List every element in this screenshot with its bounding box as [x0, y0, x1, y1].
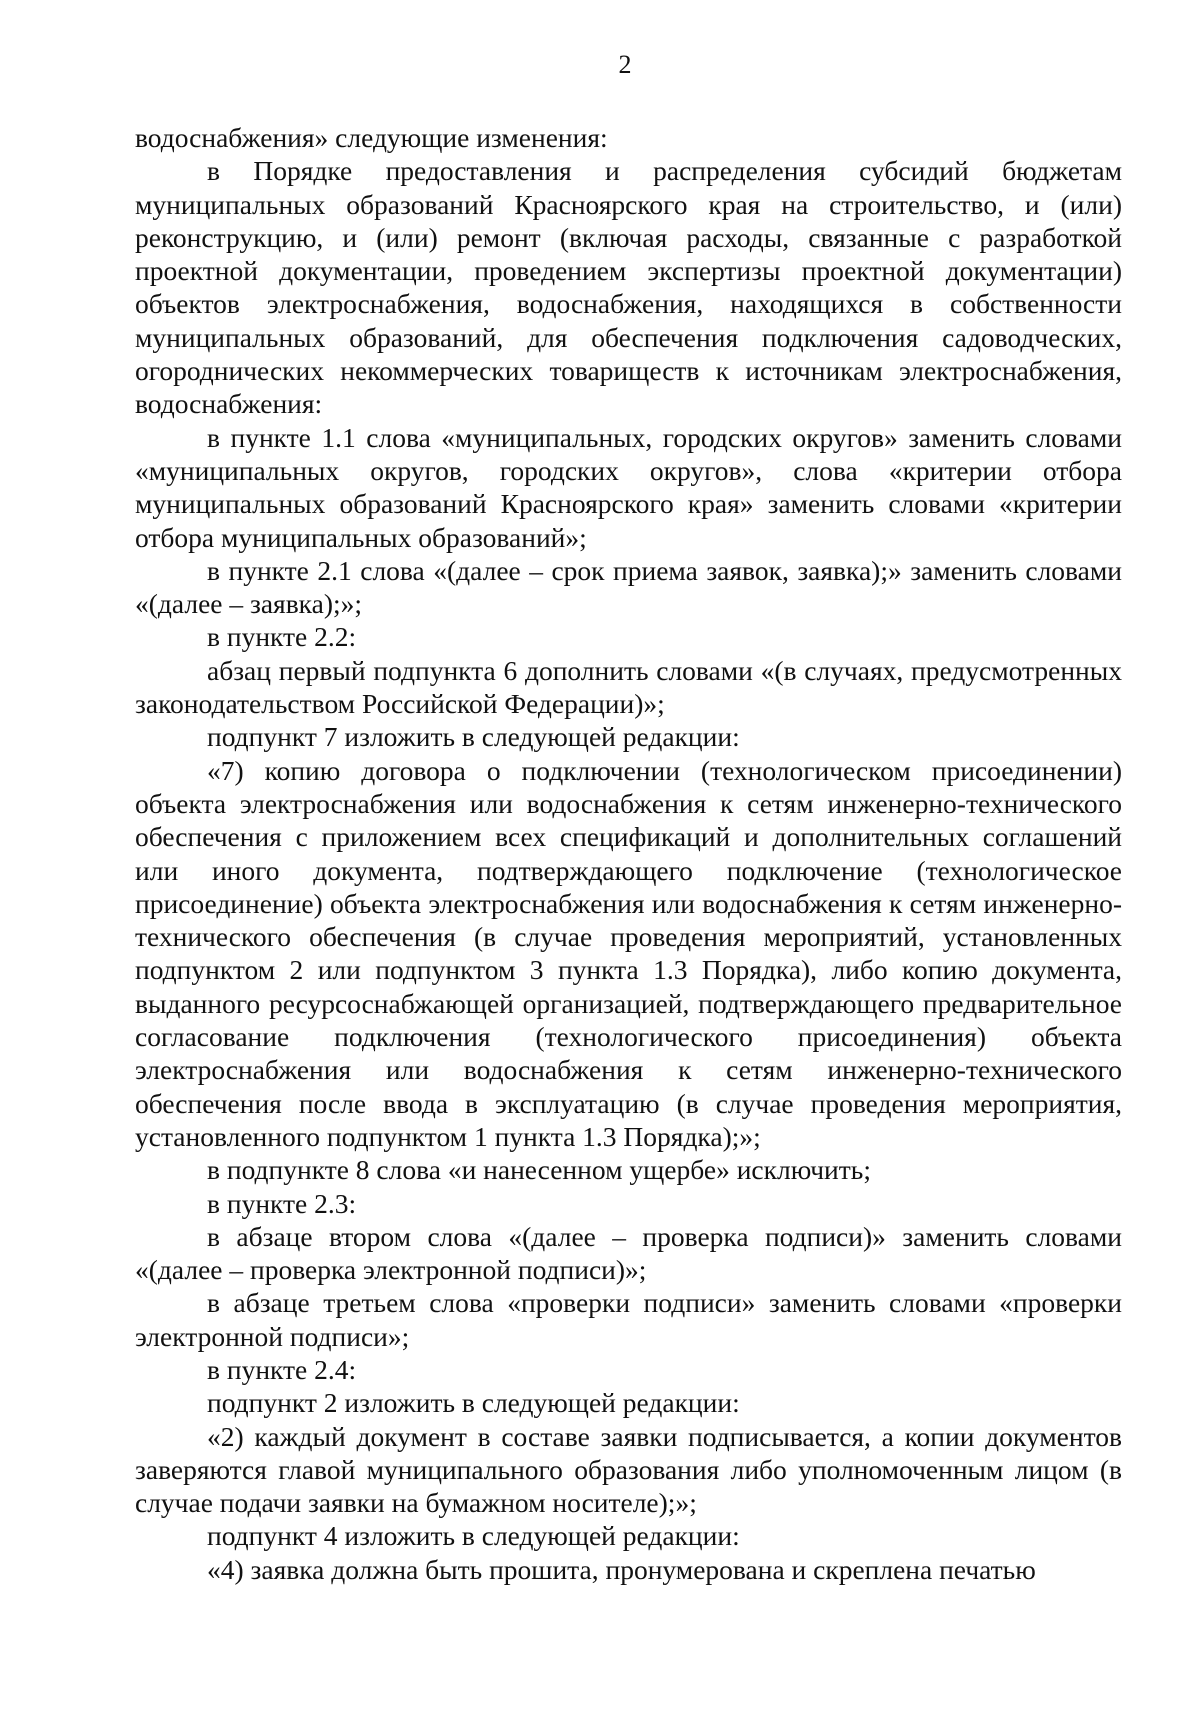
paragraph: водоснабжения» следующие изменения:: [135, 122, 608, 153]
paragraph: в пункте 2.4:: [207, 1353, 357, 1385]
paragraph: подпункт 2 изложить в следующей редакции:: [207, 1387, 740, 1419]
paragraph: подпункт 7 изложить в следующей редакции:: [207, 721, 740, 753]
paragraph: в абзаце втором слова «(далее – проверка подписи)» заменить словами «(далее – проверка электронной подписи)»;: [135, 1220, 1122, 1286]
paragraph: в пункте 2.1 слова «(далее – срок приема заявок, заявка);» заменить словами «(далее – заявка);»;: [135, 554, 1122, 620]
paragraph: «4) заявка должна быть прошита, пронумерована и скреплена печатью: [207, 1553, 1036, 1585]
paragraph: в абзаце третьем слова «проверки подписи» заменить словами «проверки электронной подписи»;: [135, 1287, 1122, 1352]
paragraph: «2) каждый документ в составе заявки подписывается, а копии документов заверяются главой муниципального образования либо уполномоченным лицом (в случае подачи заявки на бумажном носителе);»;: [135, 1420, 1122, 1519]
paragraph: в Порядке предоставления и распределения субсидий бюджетам муниципальных образований Красноярского края на строительство, и (или) реконструкцию, и (или) ремонт (включая расходы, связанные с разработкой проектной документации, проведением экспертизы проектной документации) объектов электроснабжения, водоснабжения, находящихся в собственности муниципальных образований, для обеспечения подключения садоводческих, огороднических некоммерческих товариществ к источникам электроснабжения, водоснабжения:: [135, 155, 1122, 420]
document-body: [135, 121, 1122, 1586]
paragraph: подпункт 4 изложить в следующей редакции:: [207, 1520, 740, 1552]
paragraph: «7) копию договора о подключении (технологическом присоединении) объекта электроснабжения или водоснабжения к сетям инженерно-технического обеспечения с приложением всех спецификаций и дополнительных соглашений или иного документа, подтверждающего подключение (технологическое присоединение) объекта электроснабжения или водоснабжения к сетям инженерно-технического обеспечения (в случае проведения мероприятий, установленных подпунктом 2 или подпунктом 3 пункта 1.3 Порядка), либо копию документа, выданного ресурсоснабжающей организацией, подтверждающего предварительное согласование подключения (технологического присоединения) объекта электроснабжения или водоснабжения к сетям инженерно-технического обеспечения после ввода в эксплуатацию (в случае проведения мероприятия, установленного подпунктом 1 пункта 1.3 Порядка);»;: [135, 754, 1122, 1152]
paragraph: в пункте 2.3:: [207, 1187, 357, 1219]
paragraph: в пункте 1.1 слова «муниципальных, городских округов» заменить словами «муниципальных округов, городских округов», слова «критерии отбора муниципальных образований Красноярского края» заменить словами «критерии отбора муниципальных образований»;: [135, 421, 1122, 553]
paragraph: абзац первый подпункта 6 дополнить словами «(в случаях, предусмотренных законодательством Российской Федерации)»;: [135, 654, 1122, 720]
paragraph: в подпункте 8 слова «и нанесенном ущербе» исключить;: [207, 1154, 871, 1186]
paragraph: в пункте 2.2:: [207, 621, 357, 653]
page-number: 2: [618, 50, 632, 79]
